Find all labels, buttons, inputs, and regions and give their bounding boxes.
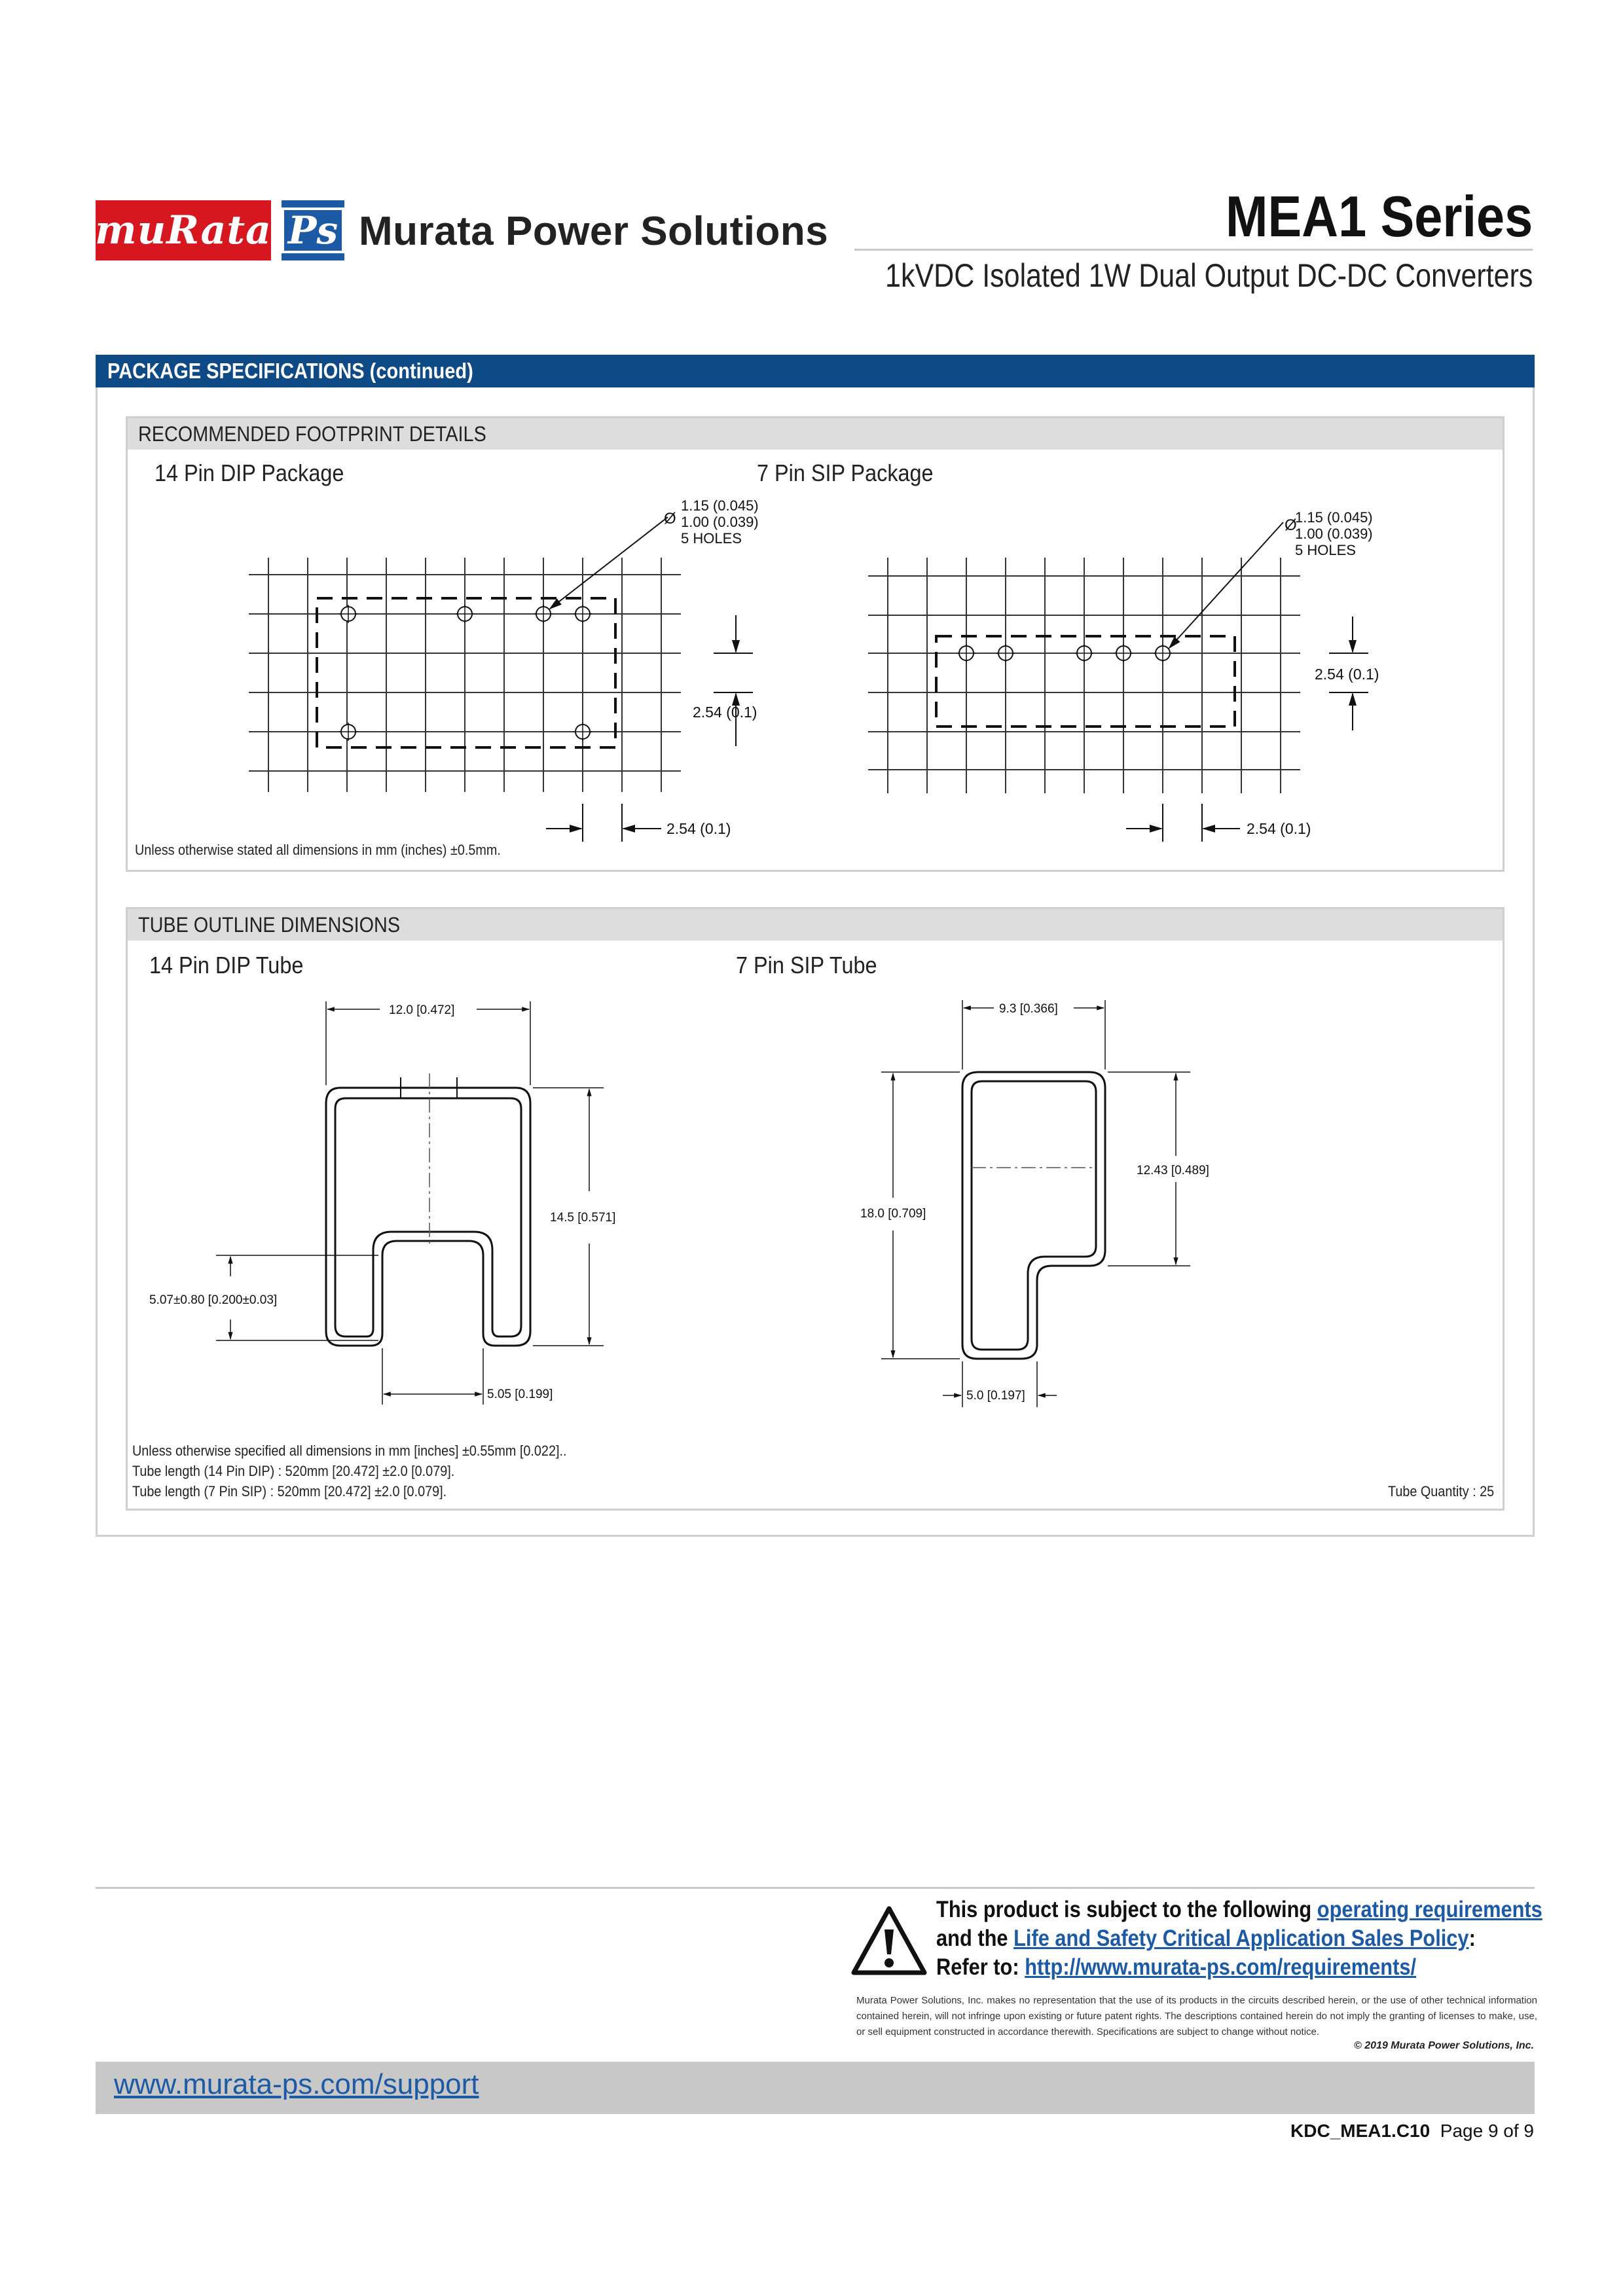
requirements-line-2: and the Life and Safety Critical Application Sales Policy: bbox=[936, 1926, 1476, 1951]
sip-horizontal-pitch: 2.54 (0.1) bbox=[1247, 820, 1311, 837]
dip-package-caption: 14 Pin DIP Package bbox=[155, 459, 344, 486]
footprint-drawing bbox=[126, 416, 1504, 872]
sip-tube-outline bbox=[962, 1072, 1105, 1359]
dip-hole-dia-1: 1.15 (0.045) bbox=[681, 497, 759, 514]
dip-tube-height: 14.5 [0.571] bbox=[550, 1211, 616, 1225]
sip-tube-caption: 7 Pin SIP Tube bbox=[736, 952, 877, 978]
sip-dia-symbol: Ø bbox=[1285, 516, 1297, 534]
sip-tube-width: 9.3 [0.366] bbox=[999, 1002, 1058, 1016]
section-title-bar: PACKAGE SPECIFICATIONS (continued) bbox=[96, 355, 1535, 387]
document-id bbox=[1290, 2121, 1534, 2142]
copyright: © 2019 Murata Power Solutions, Inc. bbox=[1354, 2040, 1534, 2051]
dip-tube-inner-height: 5.07±0.80 [0.200±0.03] bbox=[149, 1293, 278, 1307]
dip-tube-caption: 14 Pin DIP Tube bbox=[149, 952, 304, 978]
dip-horizontal-pitch: 2.54 (0.1) bbox=[666, 820, 731, 837]
sip-vertical-pitch: 2.54 (0.1) bbox=[1315, 666, 1379, 683]
sales-policy-link[interactable]: Life and Safety Critical Application Sales Policy bbox=[1013, 1926, 1469, 1951]
dip-dia-symbol: Ø bbox=[664, 510, 676, 528]
company-name: Murata Power Solutions bbox=[359, 209, 829, 254]
product-subtitle: 1kVDC Isolated 1W Dual Output DC-DC Converters bbox=[884, 257, 1533, 294]
doc-code: KDC_MEA1.C10 bbox=[1290, 2121, 1431, 2141]
header-divider bbox=[854, 249, 1533, 251]
operating-requirements-link[interactable]: operating requirements bbox=[1317, 1897, 1542, 1922]
requirements-line-1: This product is subject to the following operating requirements bbox=[936, 1897, 1542, 1922]
footprint-panel-title: RECOMMENDED FOOTPRINT DETAILS bbox=[128, 418, 1503, 450]
tube-note-2: Tube length (14 Pin DIP) : 520mm [20.472] ±2.0 [0.079]. bbox=[132, 1463, 455, 1479]
tube-quantity: Tube Quantity : 25 bbox=[1388, 1483, 1495, 1499]
tube-drawing bbox=[126, 907, 1504, 1511]
sip-tube-height: 18.0 [0.709] bbox=[860, 1207, 926, 1221]
footer-divider bbox=[96, 1887, 1535, 1889]
requirements-url-link[interactable]: http://www.murata-ps.com/requirements/ bbox=[1025, 1954, 1417, 1980]
dip-hole-dia-2: 1.00 (0.039) bbox=[681, 514, 759, 530]
support-url-link[interactable]: www.murata-ps.com/support bbox=[114, 2068, 479, 2100]
murata-logo: muRata bbox=[96, 200, 271, 260]
sip-holes-count: 5 HOLES bbox=[1295, 542, 1356, 558]
sip-tube-step: 5.0 [0.197] bbox=[966, 1389, 1025, 1403]
sip-tube-upper-height: 12.43 [0.489] bbox=[1137, 1164, 1209, 1177]
sip-package-caption: 7 Pin SIP Package bbox=[757, 459, 934, 486]
tube-panel-title: TUBE OUTLINE DIMENSIONS bbox=[128, 909, 1503, 941]
sip-hole-dia-1: 1.15 (0.045) bbox=[1295, 509, 1373, 526]
tube-note-3: Tube length (7 Pin SIP) : 520mm [20.472] ±2.0 [0.079]. bbox=[132, 1483, 447, 1499]
requirements-line-3: Refer to: http://www.murata-ps.com/requirements/ bbox=[936, 1954, 1417, 1980]
legal-disclaimer: Murata Power Solutions, Inc. makes no representation that the use of its products in the circuits described herein, or the use of other technical information contained herein, will not infringe upon existing or future patent rights. The descriptions contained herein do not imply the granting of licenses to make, use, or sell equipment constructed in accordance therewith. Specifications are subject to change without notice. bbox=[856, 1995, 1537, 2037]
dip-holes-count: 5 HOLES bbox=[681, 530, 742, 547]
dip-tube-gap: 5.05 [0.199] bbox=[487, 1388, 553, 1401]
page-number: Page 9 of 9 bbox=[1440, 2121, 1534, 2141]
dip-tube-outline bbox=[326, 1088, 530, 1346]
series-title: MEA1 Series bbox=[1225, 184, 1533, 249]
tube-note-1: Unless otherwise specified all dimensions in mm [inches] ±0.55mm [0.022].. bbox=[132, 1443, 567, 1459]
dip-vertical-pitch: 2.54 (0.1) bbox=[693, 704, 757, 721]
sip-hole-dia-2: 1.00 (0.039) bbox=[1295, 526, 1373, 542]
ps-logo: Ps bbox=[282, 200, 344, 260]
dip-tube-width: 12.0 [0.472] bbox=[389, 1003, 455, 1017]
warning-icon bbox=[850, 1905, 928, 1977]
footprint-note: Unless otherwise stated all dimensions in mm (inches) ±0.5mm. bbox=[135, 842, 501, 858]
